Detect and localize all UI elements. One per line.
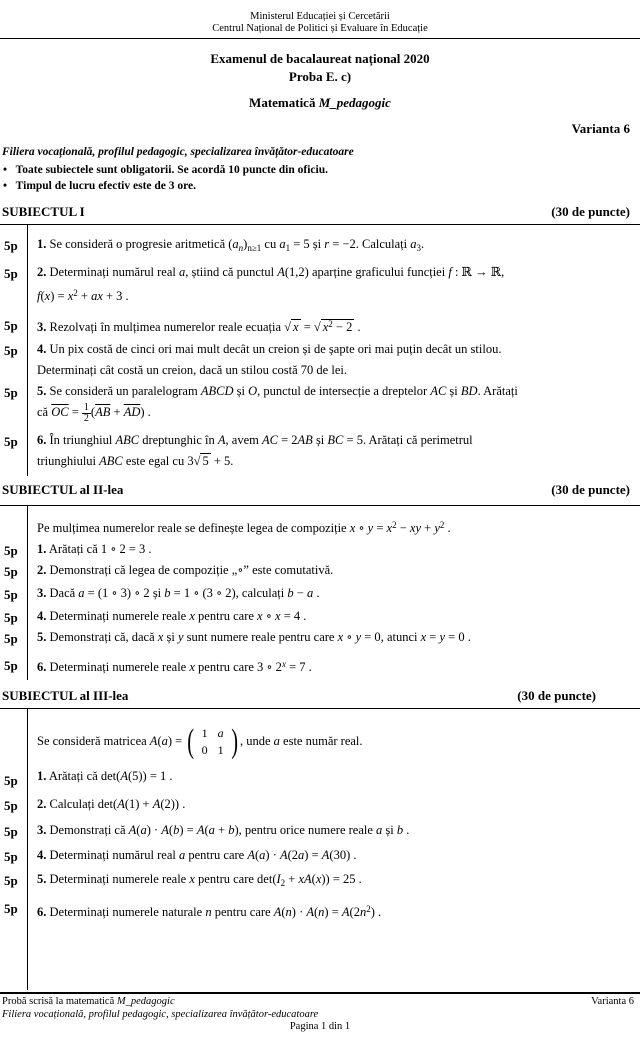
score-label: 5p bbox=[4, 773, 18, 788]
exam-subject: Matematică M_pedagogic bbox=[249, 95, 391, 110]
score-label: 5p bbox=[4, 631, 18, 646]
s2-item-3: 3. Dacă a = (1 ∘ 3) ∘ 2 și b = 1 ∘ (3 ∘ 2), calculați b − a . bbox=[37, 586, 320, 600]
score-label: 5p bbox=[4, 610, 18, 625]
score-label: 5p bbox=[4, 564, 18, 579]
s3-item-3: 3. Demonstrați că A(a) · A(b) = A(a + b), pentru orice numere reale a și b . bbox=[37, 823, 410, 837]
score-label: 5p bbox=[4, 343, 18, 358]
footer-divider bbox=[0, 992, 640, 994]
section-1-divider bbox=[0, 224, 640, 225]
score-column-line bbox=[27, 708, 28, 990]
score-label: 5p bbox=[4, 849, 18, 864]
s1-item-4: 4. Un pix costă de cinci ori mai mult decât un creion și de șapte ori mai puțin decât un stilou. Determinați cât costă un creion, dacă un stilou costă 70 de lei. bbox=[37, 342, 502, 377]
footer-exam: Probă scrisă la matematică M_pedagogic bbox=[2, 996, 175, 1007]
s1-item-3: 3. Rezolvați în mulțimea numerelor reale ecuația √ x = √ $x^2 - 2$ . bbox=[37, 319, 361, 334]
score-column-line bbox=[27, 505, 28, 680]
score-label: 5p bbox=[4, 434, 18, 449]
s3-item-5: 5. Determinați numerele reale x pentru care $\det(I_2 + xA(x)) = 25$ . bbox=[37, 872, 362, 888]
score-label: 5p bbox=[4, 658, 18, 673]
s2-intro: Pe mulțimea numerelor reale se definește legea de compoziție x ∘ $y = x^2$ − xy + $y^2$ . bbox=[37, 520, 451, 535]
matrix-a: ( 1 a 0 1 ) bbox=[187, 723, 238, 760]
center-name: Centrul Național de Politici și Evaluare în Educație bbox=[212, 23, 428, 34]
footer-profile: Filiera vocațională, profilul pedagogic, specializarea învățător-educatoare bbox=[2, 1009, 319, 1020]
s2-item-1: 1. Arătați că 1 ∘ 2 = 3 . bbox=[37, 542, 152, 556]
score-label: 5p bbox=[4, 873, 18, 888]
exam-title: Examenul de bacalaureat național 2020 bbox=[210, 51, 430, 66]
s3-item-6: 6. Determinați numerele naturale n pentru care $A(n) \cdot A(n) = A(2n^2)$ . bbox=[37, 904, 382, 919]
s3-intro: Se consideră matricea A(a) = ( 1 a 0 1 ) , unde a este număr real. bbox=[37, 723, 363, 760]
page-number: Pagina 1 din 1 bbox=[289, 1021, 351, 1032]
score-label: 5p bbox=[4, 824, 18, 839]
score-label: 5p bbox=[4, 901, 18, 916]
ministry-name: Ministerul Educației și Cercetării bbox=[250, 11, 390, 22]
score-column-line bbox=[27, 224, 28, 476]
s2-item-4: 4. Determinați numerele reale x pentru care x ∘ x = 4 . bbox=[37, 609, 307, 623]
section-1-title: SUBIECTUL I bbox=[2, 204, 85, 219]
s2-item-2: 2. Demonstrați că legea de compoziție „∘” este comutativă. bbox=[37, 563, 334, 577]
bullet-item: • Timpul de lucru efectiv este de 3 ore. bbox=[3, 180, 197, 192]
profile-line: Filiera vocațională, profilul pedagogic, specializarea învățător-educatoare bbox=[2, 146, 354, 158]
s3-item-1: 1. Arătați că det(A(5)) = 1 . bbox=[37, 769, 173, 783]
variant-label: Varianta 6 bbox=[571, 121, 630, 136]
section-3-title: SUBIECTUL al III-lea bbox=[2, 688, 129, 703]
s2-item-6: 6. Determinați numerele reale x pentru care 3 ∘ $2^x = 7$ . bbox=[37, 659, 312, 674]
header-divider bbox=[0, 38, 640, 39]
s2-item-5: 5. Demonstrați că, dacă x și y sunt numere reale pentru care x ∘ y = 0, atunci x = y = 0 . bbox=[37, 630, 471, 644]
score-label: 5p bbox=[4, 543, 18, 558]
footer-variant: Varianta 6 bbox=[591, 996, 634, 1007]
s1-item-5: 5. Se consideră un paralelogram ABCD și O, punctul de intersecție a dreptelor AC și BD. Arătați că $\overline{OC}$ = $\frac{1}{2}$ $(\overline{AB} + \overline{AD})$ . bbox=[37, 384, 518, 424]
s1-item-1: 1. Se consideră o progresie aritmetică $(a_n)_{n\ge 1}$ cu $a_1 = 5$ și r = −2. Calculați $a_3$. bbox=[37, 237, 425, 253]
score-label: 5p bbox=[4, 587, 18, 602]
section-3-divider bbox=[0, 708, 640, 709]
section-3-points: (30 de puncte) bbox=[517, 688, 596, 703]
section-2-divider bbox=[0, 505, 640, 506]
bullet-item: • Toate subiectele sunt obligatorii. Se acordă 10 puncte din oficiu. bbox=[3, 164, 328, 176]
score-label: 5p bbox=[4, 798, 18, 813]
score-label: 5p bbox=[4, 238, 18, 253]
score-label: 5p bbox=[4, 266, 18, 281]
s3-item-2: 2. Calculați det(A(1) + A(2)) . bbox=[37, 797, 186, 811]
score-label: 5p bbox=[4, 318, 18, 333]
exam-test: Proba E. c) bbox=[288, 69, 352, 84]
s1-item-2: 2. Determinați numărul real a, știind că punctul A(1,2) aparține graficului funcției f : ℝ → ℝ, $f(x) = x^2$ + ax + 3 . bbox=[37, 265, 505, 303]
score-label: 5p bbox=[4, 385, 18, 400]
section-2-points: (30 de puncte) bbox=[551, 482, 630, 497]
section-2-title: SUBIECTUL al II-lea bbox=[2, 482, 124, 497]
s1-item-6: 6. În triunghiul ABC dreptunghic în A, avem AC = 2AB și BC = 5. Arătați că perimetrul triunghiului ABC este egal cu 3√ 5 + 5. bbox=[37, 433, 473, 468]
s3-item-4: 4. Determinați numărul real a pentru care A(a) · A(2a) = A(30) . bbox=[37, 848, 357, 862]
section-1-points: (30 de puncte) bbox=[551, 204, 630, 219]
